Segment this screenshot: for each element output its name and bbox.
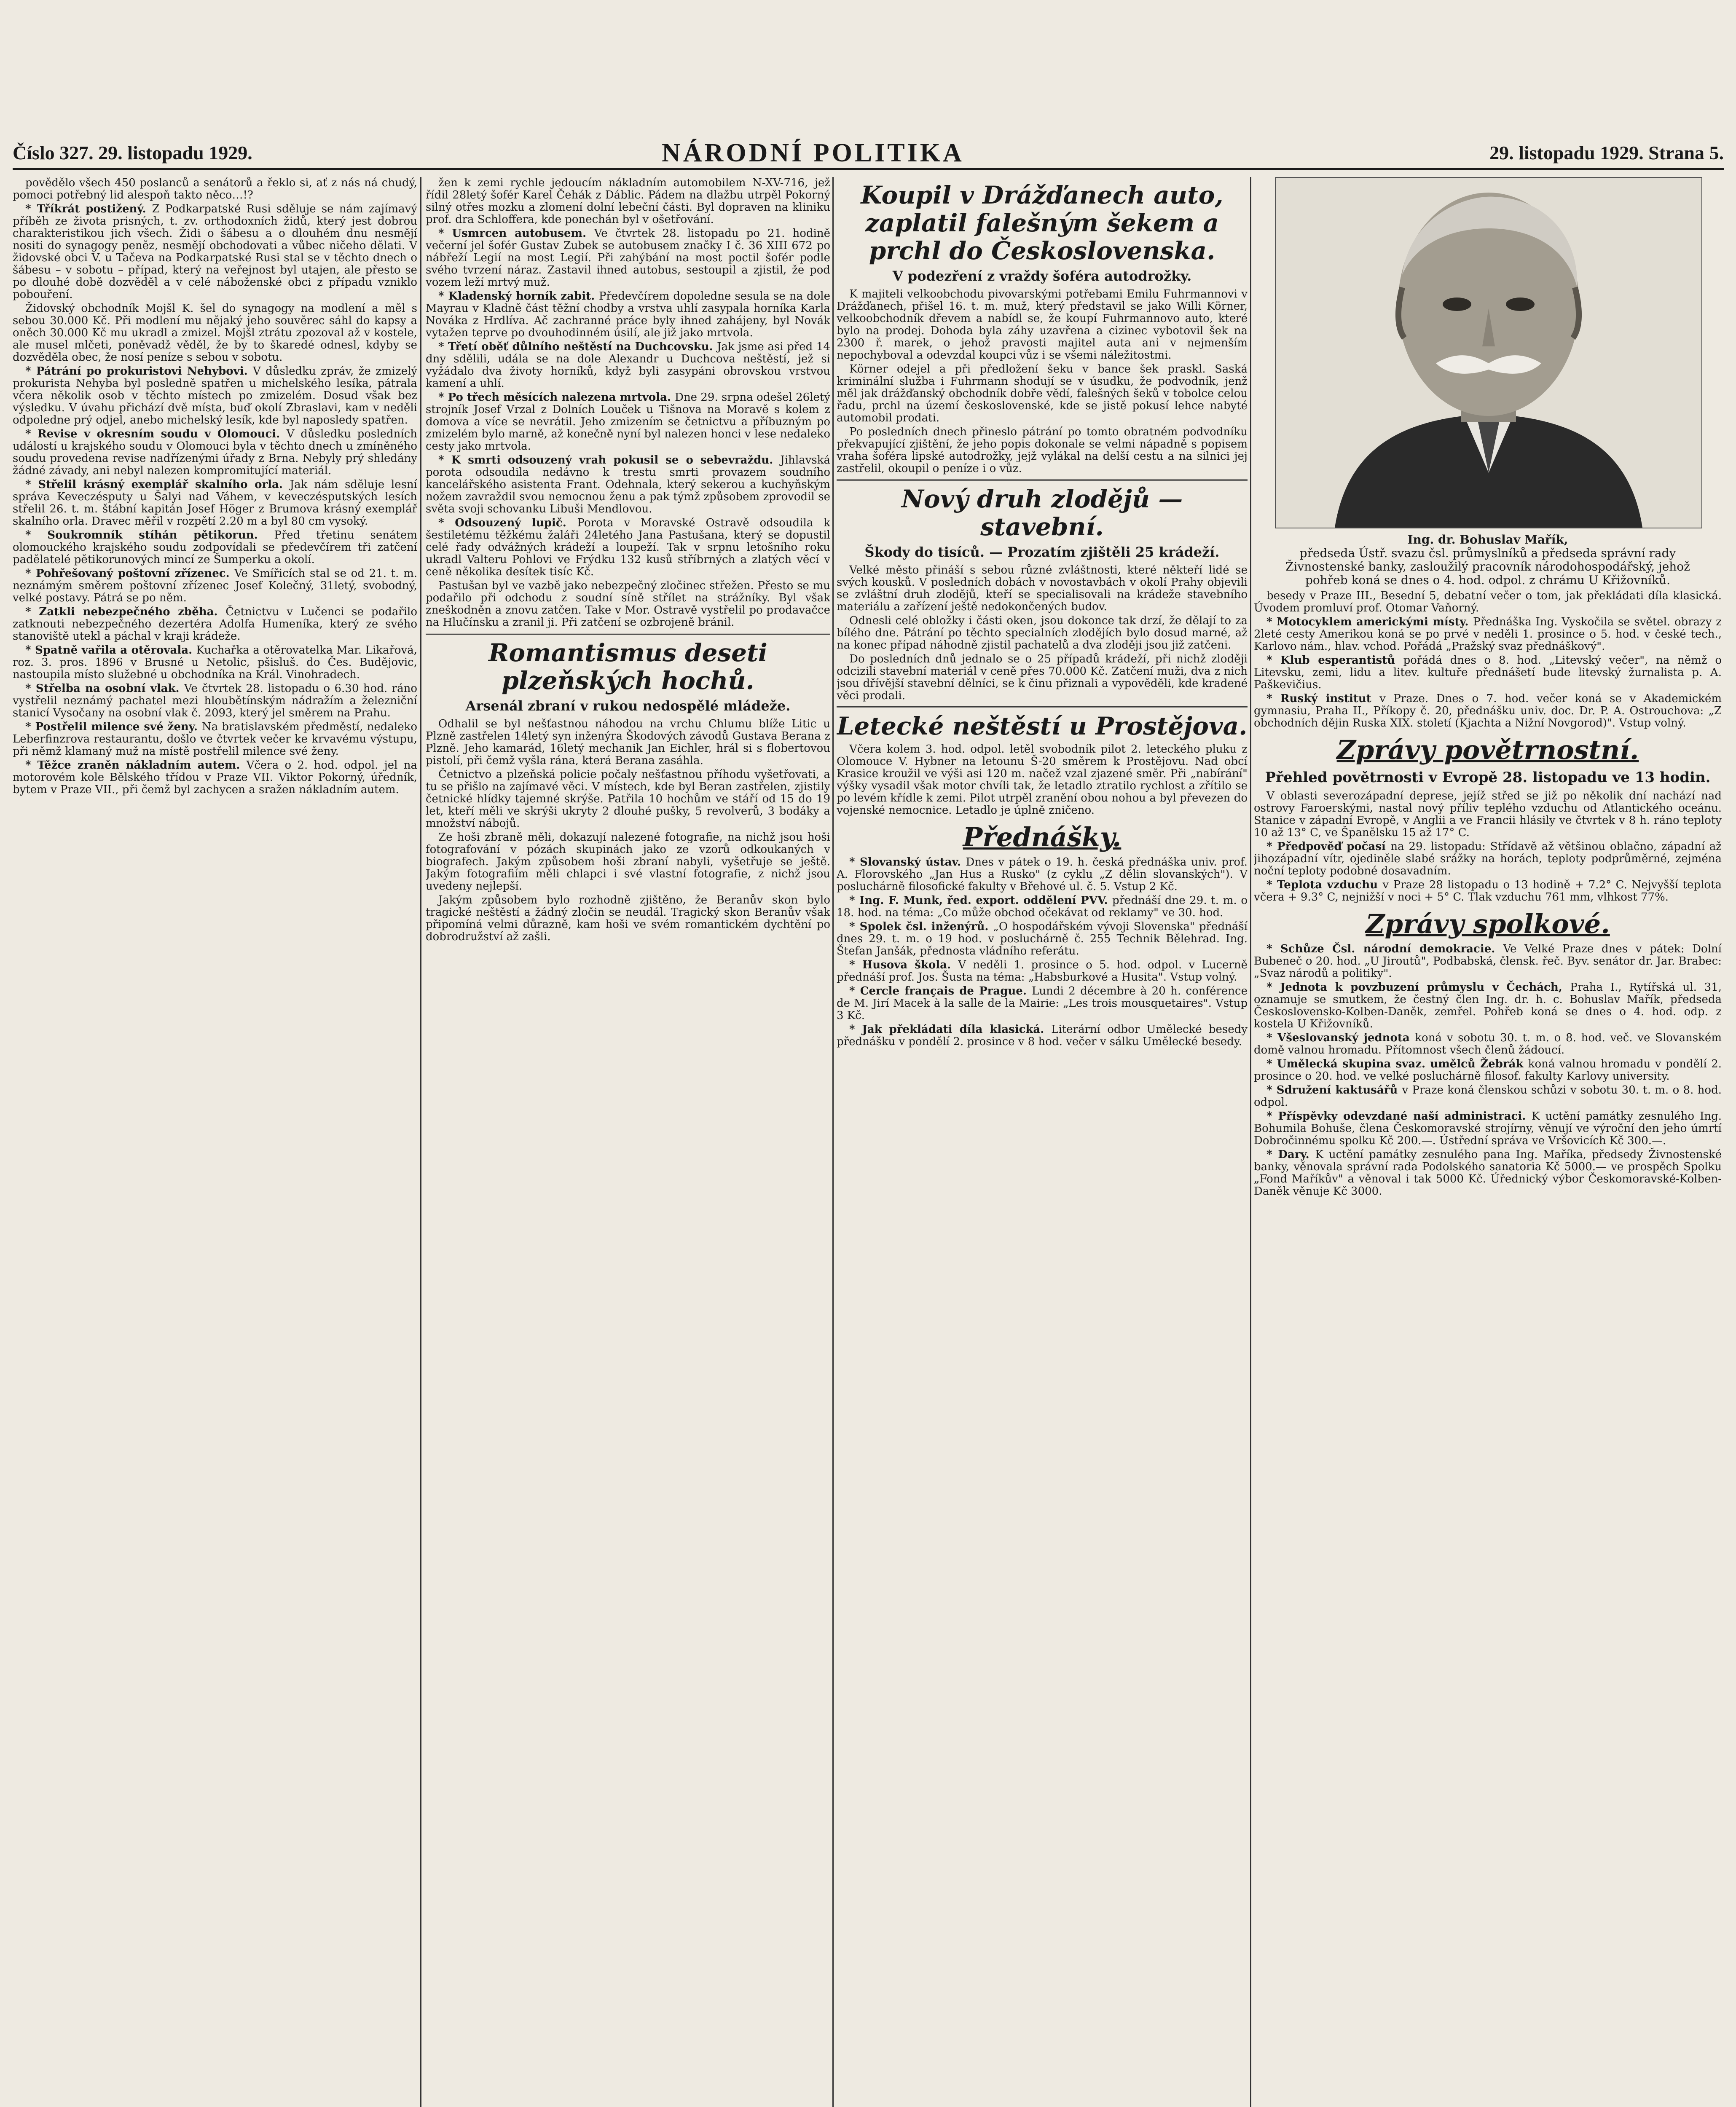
page-header <box>13 138 1724 170</box>
paragraph-text: Předevčírem dopoledne sesula se na dole Mayrau v Kladně část těžní chodby a vrstva uhlí zasypala horníka Karla Nováka z Hrdlíva. Ač zachranné práce byly ihned zahájeny, byl Novák vytažen teprve po dvouhodinném úsilí, ale již jako mrtvola. <box>426 290 830 339</box>
article-paragraph <box>426 228 830 289</box>
paragraph-text: povědělo všech 450 poslanců a senátorů a řeklo si, ať z nás ná chudý, pomoci potřebný lid alespoň takto něco…!? <box>13 177 417 201</box>
paragraph-text: koná v sobotu 30. t. m. o 8. hod. več. ve Slovanském domě valnou hromadu. Přítomnost všech členů žádoucí. <box>1254 1032 1722 1056</box>
paragraph-lead: * Slovanský ústav. <box>849 856 966 869</box>
paragraph-text: Ze hoši zbraně měli, dokazují nalezené fotografie, na nichž jsou hoši fotografování v pózách skupinách jako ze vzorů odkoukaných v biografech. Jakým způsobem hoši zbraní nabyli, vyšetřuje se ještě. Jakým fotografiím měli chlapci i své vlastní fotografie, z nichž jsou uvedeny nejlepší. <box>426 831 830 893</box>
paragraph-text: Praha I., Rytířská ul. 31, oznamuje se smutkem, že čestný člen Ing. dr. h. c. Bohuslav Mařík, předseda Československo-Kolben-Daněk, zemřel. Pohřeb koná se dnes o 4. hod. odp. z kostela U Křižovníků. <box>1254 981 1722 1030</box>
column-3 <box>837 177 1248 2107</box>
paragraph-lead: * Revise v okresním soudu v Olomouci. <box>25 428 287 440</box>
paragraph-text: K majiteli velkoobchodu pivovarskými potřebami Emilu Fuhrmannovi v Drážďanech, přišel 16. t. m. muž, který představil se jako Willi Körner, velkoobchodník dřevem a nabídl se, že koupí Fuhrmannovo auto, které bylo na prodej. Dohoda byla záhy uzavřena a cizinec vybotovil šek na 2300 ř. marek, o jehož pravosti majitel auta ani v nejmenším nepochyboval a odevzdal koupci vůz i se všemi náležitostmi. <box>837 288 1248 362</box>
paragraph-lead: * Jak překládati díla klasická. <box>849 1023 1052 1036</box>
article-paragraph <box>13 479 417 528</box>
article-paragraph <box>837 743 1248 817</box>
article-paragraph <box>837 564 1248 613</box>
paragraph-lead: * Schůze Čsl. národní demokracie. <box>1266 943 1503 955</box>
paragraph-text: na 29. listopadu: Střídavě až většinou oblačno, západní až jihozápadní vítr, ojediněle slabé srážky na horách, teploty podprůměrné, zejména noční teploty podobné dosavadním. <box>1254 840 1722 877</box>
paragraph-text: Včera o 2. hod. odpol. jel na motorovém kole Bělského třídou v Praze VII. Viktor Pokorný, úředník, bytem v Praze VII., při čemž byl zachycen a sražen nákladním autem. <box>13 759 417 796</box>
paragraph-lead: * Spolek čsl. inženýrů. <box>849 920 993 933</box>
paragraph-text: Ve Smířicích stal se od 21. t. m. neznámým směrem poštovní zřízenec Josef Kolečný, 31letý, svobodný, velké postavy. Pátrá se po něm. <box>13 567 417 604</box>
paragraph-text: V důsledku zpráv, že zmizelý prokurista Nehyba byl posledně spatřen u michelského lesíka, pátrala včera několik osob v těchto místech po zmizelém. Dosud však bez výsledku. V úvahu přichází dvě místa, buď okolí Zbraslavi, kam v neděli odpoledne prý odjel, anebo michelský lesík, kde byl naposledy spatřen. <box>13 365 417 426</box>
paragraph-text: K uctění památky zesnulého Ing. Bohumila Bohuše, člena Českomoravské strojírny, věnují ve výroční den jeho úmrtí Dobročinnému spolku Kč 200.—. Ústřední správa ve Vršovicích Kč 300.—. <box>1254 1110 1722 1147</box>
article-paragraph <box>426 718 830 767</box>
article-paragraph <box>837 1024 1248 1048</box>
paragraph-lead: * Pohřešovaný poštovní zřízenec. <box>25 567 235 580</box>
paragraph-lead: * Střelil krásný exemplář skalního orla. <box>25 478 290 491</box>
article-paragraph <box>837 856 1248 893</box>
paragraph-text: V důsledku posledních událostí u krajského soudu v Olomouci byla v těchto dnech u zmíněného soudu provedena revise nadřízenými úřady z Brna. Nebyly prý shledány žádné závady, ani nebyl nalezen kompromitující materiál. <box>13 428 417 477</box>
article-paragraph <box>837 288 1248 362</box>
portrait-photo <box>1275 177 1702 528</box>
paragraph-lead: * Po třech měsících nalezena mrtvola. <box>438 391 675 404</box>
paragraph-text: Literární odbor Umělecké besedy přednášku v pondělí 2. prosince v 8 hod. večer v sálku Umělecké besedy. <box>837 1023 1248 1048</box>
paragraph-text: přednáší dne 29. t. m. o 18. hod. na téma: „Co může obchod očekávat od reklamy" ve 30. hod. <box>837 894 1248 919</box>
article-headline: Koupil v Drážďanech auto, zaplatil falešným šekem a prchl do Československa. <box>861 181 1224 265</box>
paragraph-lead: * Husova škola. <box>849 959 958 971</box>
column-rule <box>420 177 421 2107</box>
article-paragraph <box>1254 943 1722 980</box>
paragraph-text: Četnictvu v Lučenci se podařilo zatknouti nebezpečného dezertéra Adolfa Humeníka, který ze svého stanoviště utekl a páchal v kraji krádeže. <box>13 606 417 643</box>
article-paragraph <box>13 177 417 201</box>
masthead-title: NÁRODNÍ POLITIKA <box>662 139 964 167</box>
paragraph-text: Před třetinu senátem olomouckého krajského soudu zodpovídali se předevčírem tři zatčení padělatelé pětikorunových mincí ze Šumperku a okolí. <box>13 529 417 566</box>
paragraph-lead: * Dary. <box>1266 1148 1315 1161</box>
article-paragraph <box>837 363 1248 424</box>
article-paragraph <box>426 341 830 390</box>
paragraph-text: Na bratislavském předměstí, nedaleko Leberfinzrova restaurantu, došlo ve čtvrtek večer ke krvavému výstupu, při němž klamaný muž na místě postřelil milence své ženy. <box>13 721 417 758</box>
column-rule <box>832 177 834 2107</box>
paragraph-text: Odhalil se byl nešťastnou náhodou na vrchu Chlumu blíže Litic u Plzně zastřelen 14letý syn inženýra Škodových závodů Gustava Berana z Plzně. Jeho kamarád, 16letý mechanik Jan Eichler, hrál si s flobertovou pistolí, při čemž vyšla rána, která Berana zasáhla. <box>426 718 830 767</box>
paragraph-text: Do posledních dnů jednalo se o 25 případů krádeží, při nichž zloději odcizili stavební materiál v ceně přes 70.000 Kč. Zatčení muži, dva z nich jsou dřívější stavební dělníci, se k činu přiznali a vypověděli, kde kradené věci prodali. <box>837 653 1248 702</box>
paragraph-lead: * Zatkli nebezpečného zběha. <box>25 606 226 618</box>
paragraph-lead: * Sdružení kaktusářů <box>1266 1084 1402 1096</box>
article-paragraph <box>426 769 830 830</box>
article-paragraph <box>426 894 830 943</box>
paragraph-text: Včera kolem 3. hod. odpol. letěl svobodník pilot 2. leteckého pluku z Olomouce V. Hybner na letounu Š-20 směrem k Prostějovu. Nad obcí Krasice kroužil ve výši asi 120 m. načež vzal zjazené směr. Při „nabírání" výšky vysadil však motor chvíli tak, že letadlo ztratilo rychlost a zřítilo se po levém křídle k zemi. Pilot utrpěl zranění obou nohou a byl převezen do vojenské nemocnice. Letadlo je úplně zničeno. <box>837 743 1248 817</box>
article-paragraph <box>13 203 417 301</box>
divider <box>426 633 830 635</box>
paragraph-text: Jihlavská porota odsoudila nedávno k trestu smrti provazem soudního kancelářského asistenta Frant. Odehnala, který sekerou a kuchyňským nožem zavraždil svou nemocnou ženu a pak týmž způsobem zprovodil se světa svoji schovanku Libuši Mendlovou. <box>426 454 830 515</box>
column-2 <box>426 177 830 2107</box>
paragraph-text: koná valnou hromadu v pondělí 2. prosince o 20. hod. ve velké posluchárně filosof. fakulty Karlovy university. <box>1254 1058 1722 1083</box>
paragraph-lead: * Postřelil milence své ženy. <box>25 721 202 733</box>
paragraph-text: Ve čtvrtek 28. listopadu po 21. hodině večerní jel šofér Gustav Zubek se autobusem značky I č. 36 XIII 672 po nábřeží Legií na most Legií. Při zahýbání na most poctil šofér podle svého tvrzení náraz. Zastavil ihned autobus, sestoupil a zjistil, že pod vozem leží mrtvý muž. <box>426 227 830 289</box>
article-paragraph <box>426 391 830 453</box>
paragraph-lead: * Umělecká skupina svaz. umělců Žebrák <box>1266 1058 1528 1070</box>
paragraph-text: Lundi 2 décembre à 20 h. conférence de M. Jirí Macek à la salle de la Mairie: „Les trois mousquetaires". Vstup 3 Kč. <box>837 985 1248 1022</box>
paragraph-text: Dne 29. srpna odešel 26letý strojník Josef Vrzal z Dolních Louček u Tišnova na Moravě s kolem z domova a více se nevrátil. Jeho zmizením se četnictvu a příbuzným po zmizelém bylo marně, až konečně nyní byl nalezen honci v lese nedaleko cesty jako mrtvola. <box>426 391 830 453</box>
paragraph-text: v Praze 28 listopadu o 13 hodině + 7.2° C. Nejvyšší teplota včera + 9.3° C, nejnižší v noci + 5° C. Tlak vzduchu 761 mm, vlhkost 77%. <box>1254 879 1722 903</box>
divider <box>837 706 1248 708</box>
article-paragraph <box>1254 1149 1722 1198</box>
article-paragraph <box>1254 879 1722 903</box>
caption-text: předseda Ústř. svazu čsl. průmyslníků a předseda správní rady Živnostenské banky, zasloužilý pracovník národohospodářský, jehož pohřeb koná se dnes o 4. hod. odpol. z chrámu U Křižovníků. <box>1285 546 1690 587</box>
article-paragraph <box>426 517 830 578</box>
section-subheading: Přehled povětrnosti v Evropě 28. listopadu ve 13 hodin. <box>1265 769 1711 786</box>
paragraph-text: Porota v Moravské Ostravě odsoudila k šestiletému těžkému žaláři 24letého Jana Pastušana, který se dopustil celé řady odvážných krádeží a loupeží. Tak v srpnu letošního roku ukradl Valteru Pohlovi ve Frýdku 132 kusů stříbrných a zlatých věcí v ceně několika desítek tisíc Kč. <box>426 517 830 578</box>
article-paragraph <box>1254 981 1722 1030</box>
article-paragraph <box>13 568 417 604</box>
paragraph-lead: * Odsouzený lupič. <box>438 517 577 529</box>
article-paragraph <box>837 959 1248 984</box>
article-subheadline: Škody do tisíců. — Prozatím zjištěli 25 krádeží. <box>864 544 1220 560</box>
article-paragraph <box>837 985 1248 1022</box>
paragraph-lead: * Příspěvky odevzdané naší administraci. <box>1266 1110 1532 1123</box>
paragraph-text: Židovský obchodník Mojšl K. šel do synagogy na modlení a měl s sebou 30.000 Kč. Při modlení mu nějaký jeho souvěrec sáhl do kapsy a oněch 30.000 Kč mu ukradl a zmizel. Mojšl ztrátu zpozoval až v kostele, ale musel mlčeti, poněvadž věděl, že by to škaredé odnesl, kdyby se dozvěděla obec, že nosí peníze s sebou v sobotu. <box>13 302 417 364</box>
article-paragraph <box>837 921 1248 957</box>
paragraph-text: Po posledních dnech přineslo pátrání po tomto obratném podvodníku překvapující zjištění, že jeho popis dokonale se velmi nápadně s popisem vraha šoféra lipské autodrožky, jejž vylákal na delší cestu a na silnici jej zastřelil, okoupil o peníze i o vůz. <box>837 426 1248 475</box>
article-paragraph <box>1254 616 1722 653</box>
article-paragraph <box>426 580 830 629</box>
article-paragraph <box>1254 1084 1722 1109</box>
article-paragraph <box>1254 693 1722 729</box>
issue-info: Číslo 327. 29. listopadu 1929. <box>13 142 252 164</box>
page-info: 29. listopadu 1929. Strana 5. <box>1489 142 1724 164</box>
paragraph-text: K uctění památky zesnulého pana Ing. Maříka, předsedy Živnostenské banky, věnovala správní rada Podolského sanatoria Kč 5000.— ve prospěch Spolku „Fond Maříkův" a věnoval i tak 5000 Kč. Úřednický výbor Českomoravské-Kolben-Daněk věnuje Kč 3000. <box>1254 1148 1722 1198</box>
paragraph-text: Přednáška Ing. Vyskočila se světel. obrazy z 2leté cesty Amerikou koná se po prvé v neděli 1. prosince o 5. hod. v české tech., Karlovo nám., hlav. vchod. Pořádá „Pražský svaz přednáškový". <box>1254 616 1722 653</box>
paragraph-text: Jak jsme asi před 14 dny sdělili, udála se na dole Alexandr u Duchcova neštěstí, jež si vyžádalo dva životy horníků, když byli zasypáni obrovskou vrstvou kamení a uhlí. <box>426 340 830 390</box>
portrait-caption <box>1271 533 1705 587</box>
paragraph-lead: * Soukromník stíhán pětikorun. <box>25 529 274 541</box>
paragraph-lead: * Tříkrát postižený. <box>25 203 152 215</box>
section-heading: Zprávy spolkové. <box>1366 909 1610 939</box>
article-paragraph <box>13 759 417 796</box>
paragraph-text: V neděli 1. prosince o 5. hod. odpol. v Lucerně přednáší prof. Jos. Šusta na téma: „Habsburkové a Husita". Vstup volný. <box>837 959 1248 984</box>
paragraph-text: pořádá dnes o 8. hod. „Litevský večer", na němž o Litevsku, zemi, lidu a litev. kultuře přednášetí bude litevský žurnalista p. A. Paškevičius. <box>1254 654 1722 691</box>
column-rule <box>1250 177 1251 2107</box>
article-paragraph <box>1254 790 1722 839</box>
paragraph-text: V oblasti severozápadní deprese, jejíž střed se již po několik dní nachází nad ostrovy Faroerskými, nastal nový příliv teplého vzduchu od Atlantického oceánu. Stanice v západní Evropě, v Anglii a ve Francii hlásily ve čtvrtek v 8 h. ráno teploty 10 až 13° C, ve Španělsku 15 až 17° C. <box>1254 790 1722 839</box>
paragraph-lead: * Klub esperantistů <box>1266 654 1403 667</box>
portrait-image <box>1276 178 1701 528</box>
article-paragraph <box>13 428 417 477</box>
paragraph-text: Kuchařka a otěrovatelka Mar. Likařová, roz. 3. pros. 1896 v Brusné u Netolic, pšisluš. do Čes. Budějovic, nastoupila místo služebné u obchodníka na Král. Vinohradech. <box>13 644 417 681</box>
article-paragraph <box>13 365 417 426</box>
article-headline: Nový druh zlodějů — stavební. <box>901 485 1183 541</box>
paragraph-lead: * Teplota vzduchu <box>1266 879 1383 891</box>
paragraph-lead: * Střelba na osobní vlak. <box>25 682 184 695</box>
paragraph-lead: * Pátrání po prokuristovi Nehybovi. <box>25 365 253 378</box>
paragraph-text: besedy v Praze III., Besední 5, debatní večer o tom, jak překládati díla klasická. Úvodem promluví prof. Otomar Vaňorný. <box>1254 590 1722 614</box>
article-paragraph <box>837 653 1248 702</box>
article-headline: Romantismus deseti plzeňských hochů. <box>488 638 767 695</box>
paragraph-text: Jakým způsobem bylo rozhodně zjištěno, že Beranův skon bylo tragické neštěstí a žádný zločin se neudál. Tragický skon Beranův však připomíná velmi důrazně, kam hoši ve svém romantickém dychtění po dobrodružství až zašli. <box>426 894 830 943</box>
article-paragraph <box>426 454 830 515</box>
article-paragraph <box>837 895 1248 919</box>
paragraph-lead: * Kladenský horník zabit. <box>438 290 599 303</box>
paragraph-text: Velké město přináší s sebou různé zvláštnosti, které někteří lidé se svých kousků. V posledních dobách v novostavbách v okolí Prahy objevili se zvláštní druh zlodějů, kteří se specialisovali na krádeže stavebního materiálu a zařízení ještě nedokončených budov. <box>837 564 1248 613</box>
divider <box>837 479 1248 481</box>
article-paragraph <box>13 303 417 364</box>
paragraph-text: v Praze koná členskou schůzi v sobotu 30. t. m. o 8. hod. odpol. <box>1254 1084 1722 1109</box>
article-paragraph <box>13 606 417 643</box>
portrait-block <box>1254 177 1722 590</box>
paragraph-lead: * Třetí oběť důlního neštěstí na Duchcovsku. <box>438 340 717 353</box>
caption-name: Ing. dr. Bohuslav Mařík, <box>1407 533 1568 547</box>
article-paragraph <box>1254 841 1722 877</box>
article-paragraph <box>1254 1058 1722 1083</box>
article-paragraph <box>1254 590 1722 614</box>
column-4 <box>1254 177 1722 2107</box>
paragraph-lead: * Usmrcen autobusem. <box>438 227 594 240</box>
paragraph-text: v Praze. Dnes o 7. hod. večer koná se v Akademickém gymnasiu, Praha II., Příkopy č. 20, přednášku univ. doc. Dr. P. A. Ostrouchova: „Z obchodních dějin Ruska XIX. století (Kjachta a Nižní Novgorod)". Vstup volný. <box>1254 692 1722 729</box>
article-paragraph <box>13 721 417 758</box>
paragraph-text: Jak nám sděluje lesní správa Keveczésputy u Šalyi nad Váhem, v keveczésputských lesích střelil 26. t. m. štábní kapitán Josef Höger z Brumova krásný exemplář skalního orla. Dravec měřil v rozpětí 2.20 m a byl 80 cm vysoký. <box>13 478 417 528</box>
article-paragraph <box>13 529 417 566</box>
paragraph-text: žen k zemi rychle jedoucím nákladním automobilem N-XV-716, jež řídil 28letý šofér Karel Čehák z Dáblic. Pádem na dlažbu utrpěl Pokorný silný otřes mozku a zlomení dolní lebeční části. Byl dopraven na kliniku prof. dra Schloffera, kde ponechán byl v ošetřování. <box>426 177 830 226</box>
section-heading: Přednášky. <box>963 822 1122 852</box>
paragraph-text: Pastušan byl ve vazbě jako nebezpečný zločinec střežen. Přesto se mu podařilo při odchodu z soudní síně střílet na strážníky. Byl však zneškodněn a znovu zatčen. Take v Mor. Ostravě vystřelil po prodavačce na Hlučínsku a zranil ji. Při zatčení se ozbrojeně bránil. <box>426 579 830 629</box>
paragraph-text: Ve čtvrtek 28. listopadu o 6.30 hod. ráno vystřelil neznámý pachatel mezi hloubětínským nádražím a železniční stanicí Vysočany na osobní vlak č. 2093, který jel směrem na Prahu. <box>13 682 417 719</box>
paragraph-text: Ve Velké Praze dnes v pátek: Dolní Bubeneč o 20. hod. „U Jiroutů", Podbabská, člensk. řeč. Byv. senátor dr. Jar. Brabec: „Svaz národů a politiky". <box>1254 943 1722 980</box>
article-paragraph <box>426 831 830 893</box>
article-paragraph <box>426 290 830 339</box>
paragraph-text: Četnictvo a plzeňská policie počaly nešťastnou příhodu vyšetřovati, a tu se přišlo na zajímavé věci. V místech, kde byl Beran zastřelen, zjistily četnické hlídky tajemné skrýše. Patřila 10 hochům ve stáří od 15 do 19 let, kteří měli ve skrýši ukryty 2 dlouhé pušky, 5 revolverů, 3 bodáky a množství nábojů. <box>426 768 830 830</box>
article-paragraph <box>1254 1032 1722 1056</box>
paragraph-text: „O hospodářském vývoji Slovenska" přednáší dnes 29. t. m. o 19 hod. v posluchárně č. 255 Technik Bělehrad. Ing. Štefan Janšák, přednosta vládního referátu. <box>837 920 1248 957</box>
paragraph-text: Z Podkarpatské Rusi sděluje se nám zajímavý příběh ze života prisných, t. zv. orthodoxních židů, který jest dobrou charakteristikou jich všech. Židi o šábesu a o dlouhém dnu nesmějí nositi do synagogy peněz, nesmějí obchodovati a vůbec ničeho dělati. V židovské obci V. u Tačeva na Podkarpatské Rusi stal se v těchto dnech o šábesu – v sobotu – případ, který na veřejnost byl utajen, ale přesto se po dlouhé době dozvěděl a v celé náboženské obci z případu vzniklo pobouření. <box>13 203 417 301</box>
paragraph-text: Dnes v pátek o 19. h. česká přednáška univ. prof. A. Florovského „Jan Hus a Rusko" (z cyklu „Z dělin slovanských"). V posluchárně filosofické fakulty v Břehové ul. č. 5. Vstup 2 Kč. <box>837 856 1248 893</box>
paragraph-lead: * Předpověď počasí <box>1266 840 1391 853</box>
article-headline: Letecké neštěstí u Prostějova. <box>837 712 1248 740</box>
article-paragraph <box>426 177 830 226</box>
paragraph-lead: * Těžce zraněn nákladním autem. <box>25 759 247 772</box>
paragraph-lead: * Všeslovanský jednota <box>1266 1032 1415 1044</box>
article-subheadline: Arsenál zbraní v rukou nedospělé mládeže. <box>465 698 791 714</box>
article-subheadline: V podezření z vraždy šoféra autodrožky. <box>892 268 1192 284</box>
paragraph-lead: * Spatně vařila a otěrovala. <box>25 644 196 657</box>
paragraph-lead: * Ruský institut <box>1266 692 1380 705</box>
article-paragraph <box>13 644 417 681</box>
article-paragraph <box>837 615 1248 651</box>
article-paragraph <box>1254 1110 1722 1147</box>
column-1 <box>13 177 417 2107</box>
paragraph-text: Odnesli celé obložky i části oken, jsou dokonce tak drzí, že dělají to za bílého dne. Pátrání po těchto specialních zlodějích bylo dosud marné, až na konec případ náhodně zjistil pachatelů a dva zloději jsou již zatčeni. <box>837 614 1248 651</box>
article-paragraph <box>1254 654 1722 691</box>
paragraph-text: Körner odejel a při předložení šeku v bance šek praskl. Saská kriminální služba i Fuhrmann shodují se v úsudku, že podvodník, jenž měl jak drážďanský obchodník dobře vědí, falešných šeků v tobolce celou řadu, prchl na území československé, kde se jistě pokusí lehce nabyté automobil prodati. <box>837 363 1248 424</box>
paragraph-lead: * Ing. F. Munk, řed. export. oddělení PVV. <box>849 894 1113 907</box>
article-paragraph <box>837 426 1248 475</box>
paragraph-lead: * K smrti odsouzený vrah pokusil se o sebevraždu. <box>438 454 781 466</box>
paragraph-lead: * Cercle français de Prague. <box>849 985 1032 997</box>
paragraph-lead: * Jednota k povzbuzení průmyslu v Čechách, <box>1266 981 1570 994</box>
paragraph-lead: * Motocyklem americkými místy. <box>1266 616 1473 628</box>
article-paragraph <box>13 683 417 719</box>
section-heading: Zprávy povětrnostní. <box>1336 735 1639 765</box>
